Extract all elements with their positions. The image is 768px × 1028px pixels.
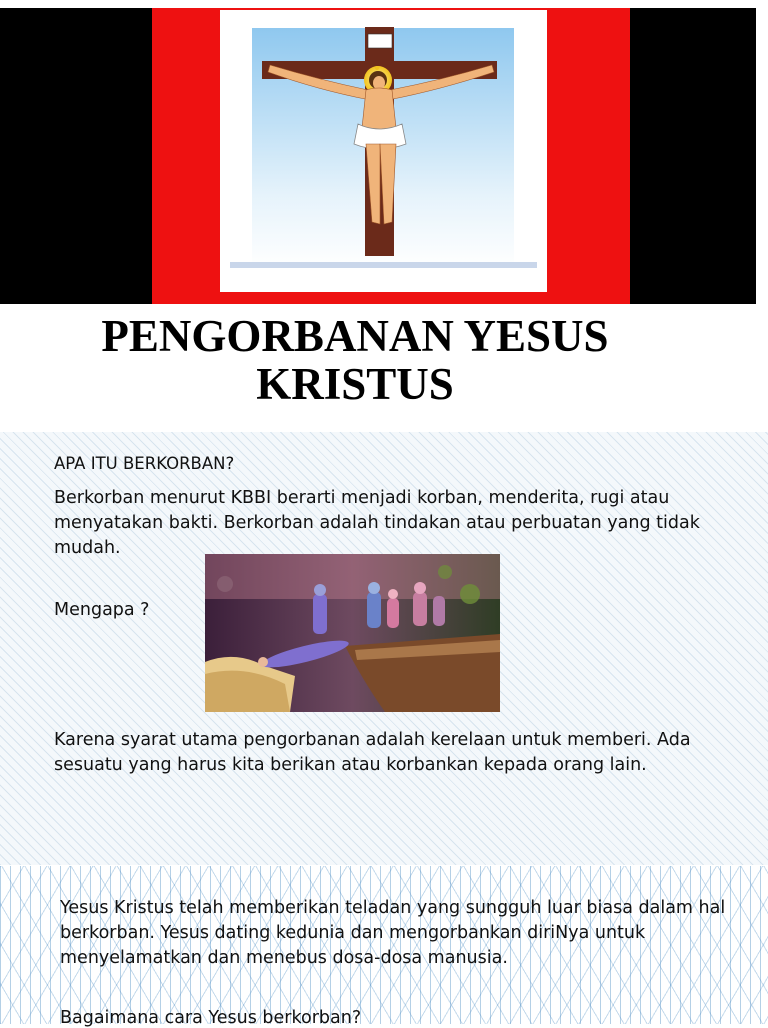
header-banner <box>0 8 756 304</box>
why-question: Mengapa ? <box>54 600 150 620</box>
crucifix-picture <box>220 10 547 292</box>
definition-paragraph: Berkorban menurut KBBI berarti menjadi korban, menderita, rugi atau menyatakan bakti. Berkorban adalah tindakan atau perbuatan yang tidak mudah. <box>54 488 700 558</box>
cliff-rescue-illustration <box>205 554 500 712</box>
example-paragraph: Yesus Kristus telah memberikan teladan yang sungguh luar biasa dalam hal berkorban. Yesus dating kedunia dan mengorbankan diriNya untuk menyelamatkan dan menebus dosa-dosa manusia. <box>60 898 726 968</box>
title-line-2: KRISTUS <box>256 359 454 409</box>
slide-title <box>0 0 768 432</box>
reason-paragraph: Karena syarat utama pengorbanan adalah kerelaan untuk memberi. Ada sesuatu yang harus kita berikan atau korbankan kepada orang lain. <box>54 730 691 775</box>
cliff-rescue-picture <box>205 554 500 712</box>
title-line-1: PENGORBANAN YESUS <box>101 311 609 361</box>
crucifix-illustration <box>220 10 547 292</box>
page-title <box>0 312 710 408</box>
section-heading: APA ITU BERKORBAN? <box>54 454 235 473</box>
slide-jesus-example <box>0 866 768 1028</box>
slide-what-is-sacrifice <box>0 432 768 865</box>
how-question: Bagaimana cara Yesus berkorban? <box>60 1008 362 1028</box>
